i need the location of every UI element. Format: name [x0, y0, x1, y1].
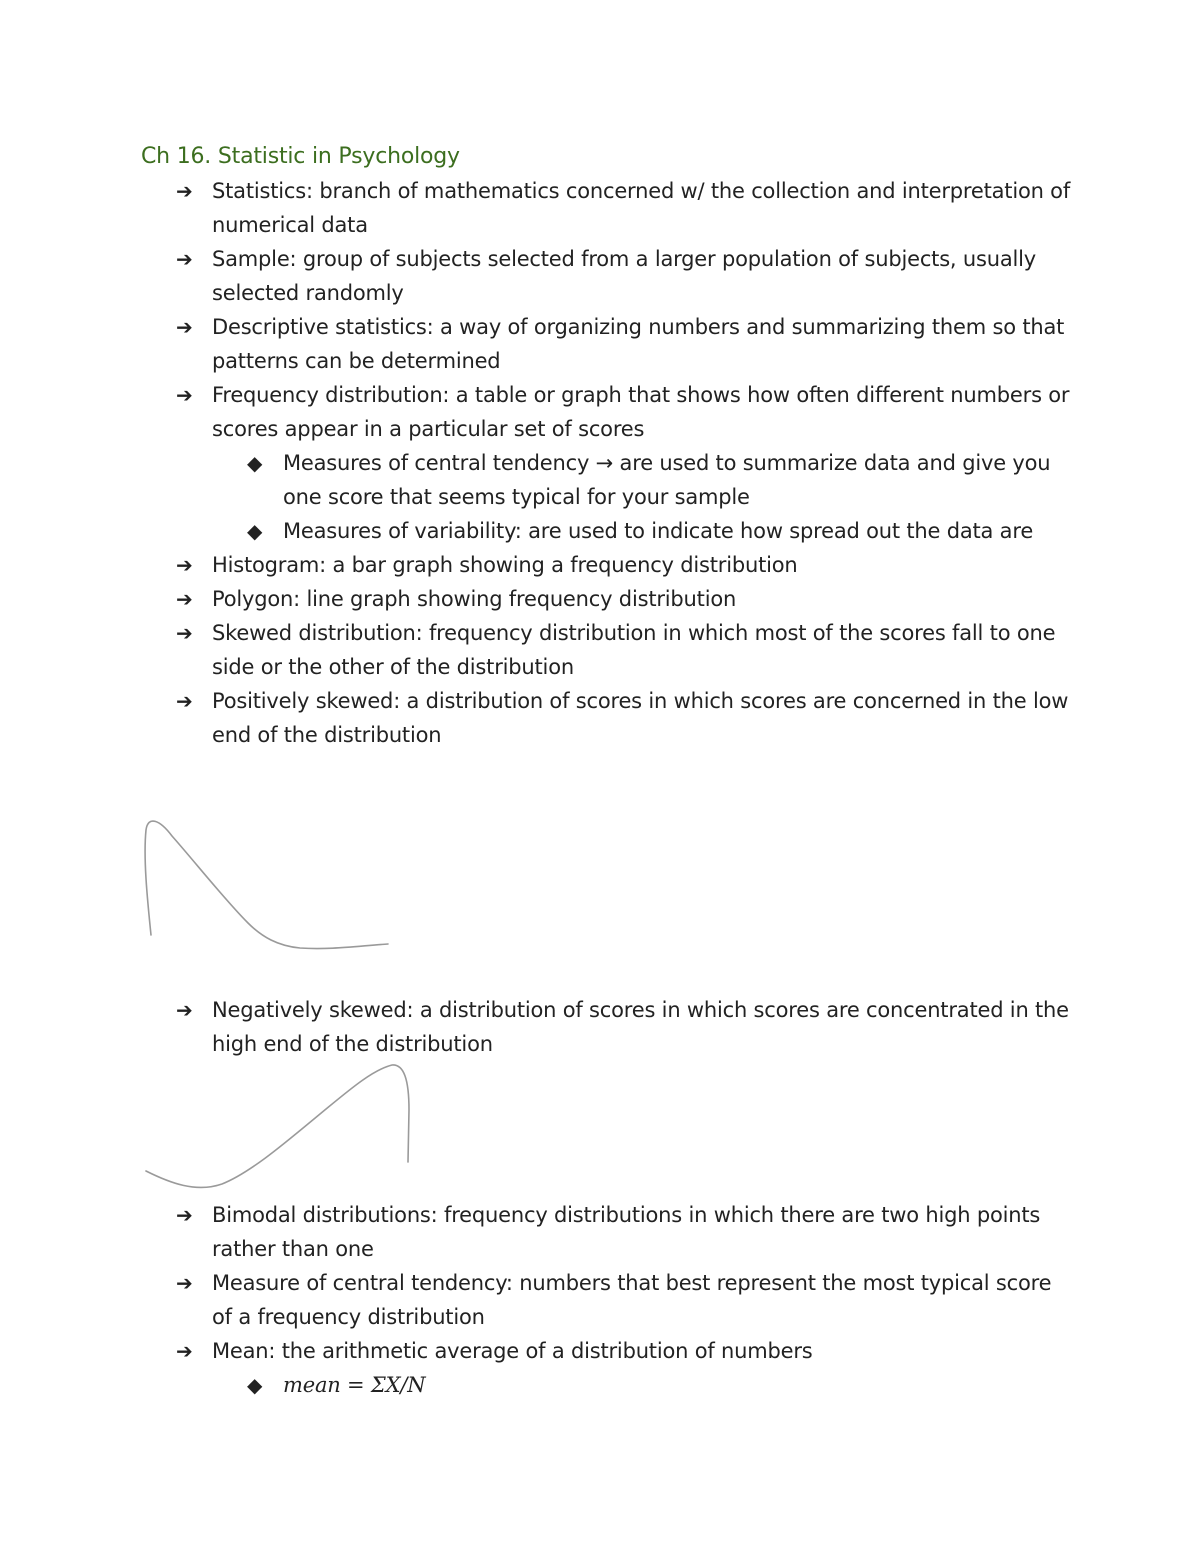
arrow-bullet-icon: ➔: [176, 553, 193, 577]
diamond-bullet-icon: ◆: [247, 519, 263, 543]
sub-bullet-item: [0, 446, 1072, 514]
arrow-bullet-icon: ➔: [176, 587, 193, 611]
item-text: Mean: the arithmetic average of a distribution of numbers: [212, 1339, 813, 1363]
bullet-item: [0, 993, 1072, 1061]
sub-bullet-item: [0, 1368, 1072, 1402]
arrow-bullet-icon: ➔: [176, 1203, 193, 1227]
item-text: Statistics: branch of mathematics concerned w/ the collection and interpretation of numerical data: [212, 179, 1071, 237]
item-text: Sample: group of subjects selected from a larger population of subjects, usually selected randomly: [212, 247, 1037, 305]
notes-list-bottom: [0, 1198, 1200, 1402]
negative-skew-curve: [146, 1065, 409, 1188]
item-text: Positively skewed: a distribution of scores in which scores are concerned in the low end of the distribution: [212, 689, 1069, 747]
bullet-item: [0, 582, 1072, 616]
arrow-bullet-icon: ➔: [176, 179, 193, 203]
bullet-item: [0, 616, 1072, 684]
notes-list-top: [0, 174, 1200, 752]
item-text: Frequency distribution: a table or graph that shows how often different numbers or scores appear in a particular set of scores: [212, 383, 1070, 441]
item-text: Histogram: a bar graph showing a frequency distribution: [212, 553, 798, 577]
bullet-item: [0, 310, 1072, 378]
bullet-item: [0, 174, 1072, 242]
notes-list-middle: [0, 993, 1200, 1061]
bullet-item: [0, 1266, 1072, 1334]
bullet-item: [0, 684, 1072, 752]
arrow-bullet-icon: ➔: [176, 998, 193, 1022]
bullet-item: [0, 378, 1072, 446]
bullet-item: [0, 548, 1072, 582]
bullet-item: [0, 242, 1072, 310]
arrow-bullet-icon: ➔: [176, 1271, 193, 1295]
page-title: Ch 16. Statistic in Psychology: [141, 144, 460, 169]
arrow-bullet-icon: ➔: [176, 315, 193, 339]
item-text: Bimodal distributions: frequency distributions in which there are two high points rather than one: [212, 1203, 1041, 1261]
sub-bullet-item: [0, 514, 1072, 548]
item-text: Measure of central tendency: numbers that best represent the most typical score of a frequency distribution: [212, 1271, 1052, 1329]
diamond-bullet-icon: ◆: [247, 1373, 263, 1397]
arrow-bullet-icon: ➔: [176, 383, 193, 407]
item-text: Negatively skewed: a distribution of scores in which scores are concentrated in the high end of the distribution: [212, 998, 1069, 1056]
diamond-bullet-icon: ◆: [247, 451, 263, 475]
arrow-bullet-icon: ➔: [176, 247, 193, 271]
item-text: Descriptive statistics: a way of organizing numbers and summarizing them so that patterns can be determined: [212, 315, 1065, 373]
item-text: Skewed distribution: frequency distribution in which most of the scores fall to one side or the other of the distribution: [212, 621, 1056, 679]
item-text: Polygon: line graph showing frequency distribution: [212, 587, 737, 611]
arrow-bullet-icon: ➔: [176, 689, 193, 713]
positive-skew-curve: [145, 821, 388, 949]
item-text: Measures of central tendency → are used to summarize data and give you one score that seems typical for your sample: [283, 451, 1051, 509]
item-text: Measures of variability: are used to indicate how spread out the data are: [283, 519, 1034, 543]
arrow-bullet-icon: ➔: [176, 621, 193, 645]
mean-formula: mean = ΣX/N: [283, 1373, 426, 1397]
arrow-bullet-icon: ➔: [176, 1339, 193, 1363]
bullet-item: [0, 1198, 1072, 1266]
bullet-item: [0, 1334, 1072, 1368]
